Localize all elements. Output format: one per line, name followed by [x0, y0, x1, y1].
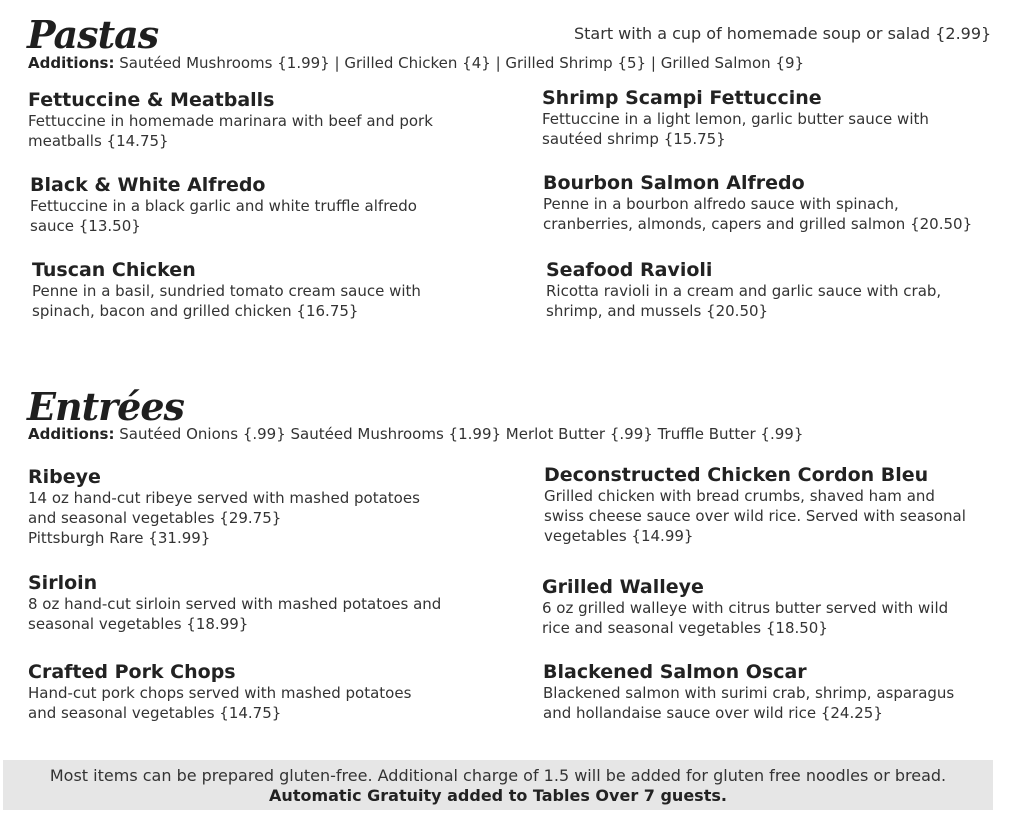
entrees-additions — [28, 425, 803, 443]
item-desc: Fettuccine in a black garlic and white truffle alfredo — [30, 197, 417, 215]
menu-item — [32, 259, 472, 321]
menu-item — [30, 174, 470, 236]
item-desc: Blackened salmon with surimi crab, shrimp, asparagus — [543, 684, 955, 702]
gluten-free-note: Most items can be prepared gluten-free. Additional charge of 1.5 will be added for gluten free noodles or bread. — [49, 766, 947, 785]
pastas-additions-label: Additions: — [28, 54, 115, 72]
item-name: Fettuccine & Meatballs — [28, 89, 275, 111]
item-desc: 6 oz grilled walleye with citrus butter served with wild — [542, 599, 949, 617]
item-desc: and hollandaise sauce over wild rice {24.25} — [543, 704, 883, 722]
item-desc: swiss cheese sauce over wild rice. Served with seasonal — [544, 507, 966, 525]
item-desc: Grilled chicken with bread crumbs, shaved ham and — [544, 487, 935, 505]
item-name: Shrimp Scampi Fettuccine — [542, 87, 822, 109]
item-name: Grilled Walleye — [542, 576, 704, 598]
menu-item — [544, 464, 984, 546]
item-desc: Ricotta ravioli in a cream and garlic sauce with crab, — [546, 282, 942, 300]
pastas-additions-text: Sautéed Mushrooms {1.99} | Grilled Chicken {4} | Grilled Shrimp {5} | Grilled Salmon {9} — [119, 54, 805, 72]
item-desc: 14 oz hand-cut ribeye served with mashed potatoes — [28, 489, 420, 507]
menu-item — [28, 466, 468, 548]
soup-note: Start with a cup of homemade soup or salad {2.99} — [574, 24, 992, 43]
item-desc: seasonal vegetables {18.99} — [28, 615, 249, 633]
menu-item — [546, 259, 986, 321]
item-name: Ribeye — [28, 466, 101, 488]
item-desc: sautéed shrimp {15.75} — [542, 130, 726, 148]
menu-item — [543, 172, 983, 234]
item-name: Blackened Salmon Oscar — [543, 661, 807, 683]
menu-item — [543, 661, 983, 723]
item-desc: Pittsburgh Rare {31.99} — [28, 529, 211, 547]
menu-item — [542, 576, 982, 638]
entrees-additions-label: Additions: — [28, 425, 115, 443]
menu-item — [28, 661, 468, 723]
item-desc: meatballs {14.75} — [28, 132, 169, 150]
item-desc: Hand-cut pork chops served with mashed potatoes — [28, 684, 412, 702]
item-desc: spinach, bacon and grilled chicken {16.75} — [32, 302, 359, 320]
item-name: Seafood Ravioli — [546, 259, 713, 281]
item-name: Deconstructed Chicken Cordon Bleu — [544, 464, 929, 486]
item-desc: cranberries, almonds, capers and grilled salmon {20.50} — [543, 215, 973, 233]
item-desc: and seasonal vegetables {29.75} — [28, 509, 282, 527]
item-name: Crafted Pork Chops — [28, 661, 236, 683]
item-desc: vegetables {14.99} — [544, 527, 694, 545]
menu-item — [28, 572, 468, 634]
footer-note — [3, 760, 993, 810]
item-desc: Fettuccine in homemade marinara with beef and pork — [28, 112, 433, 130]
entrees-additions-text: Sautéed Onions {.99} Sautéed Mushrooms {1.99} Merlot Butter {.99} Truffle Butter {.99} — [119, 425, 804, 443]
item-desc: shrimp, and mussels {20.50} — [546, 302, 769, 320]
item-desc: Penne in a basil, sundried tomato cream sauce with — [32, 282, 421, 300]
item-desc: Penne in a bourbon alfredo sauce with spinach, — [543, 195, 899, 213]
item-name: Sirloin — [28, 572, 98, 594]
item-desc: and seasonal vegetables {14.75} — [28, 704, 282, 722]
gratuity-note: Automatic Gratuity added to Tables Over 7 guests. — [269, 786, 727, 805]
item-desc: 8 oz hand-cut sirloin served with mashed potatoes and — [28, 595, 442, 613]
item-desc: rice and seasonal vegetables {18.50} — [542, 619, 828, 637]
item-desc: Fettuccine in a light lemon, garlic butter sauce with — [542, 110, 929, 128]
pastas-heading: Pastas — [27, 12, 159, 57]
item-desc: sauce {13.50} — [30, 217, 141, 235]
pastas-additions — [28, 54, 804, 72]
menu-item — [28, 89, 468, 151]
menu-item — [542, 87, 982, 149]
item-name: Tuscan Chicken — [32, 259, 196, 281]
entrees-heading: Entrées — [27, 384, 184, 429]
item-name: Bourbon Salmon Alfredo — [543, 172, 805, 194]
item-name: Black & White Alfredo — [30, 174, 266, 196]
